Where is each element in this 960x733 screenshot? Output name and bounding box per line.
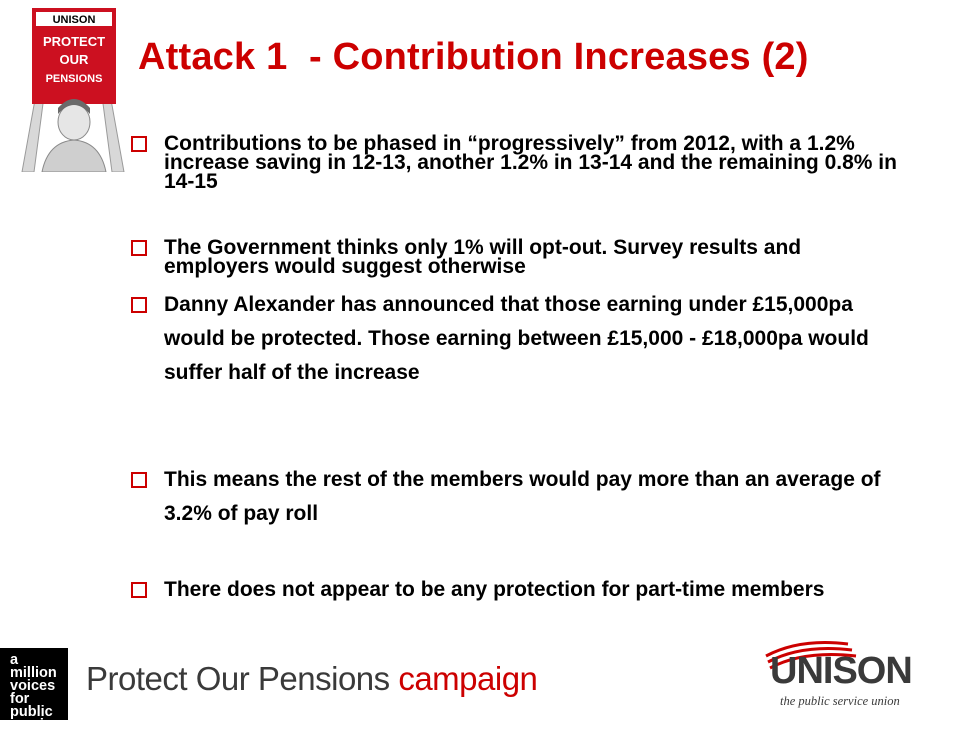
million-voices-badge: [0, 648, 69, 733]
checkbox-bullet-icon: [130, 471, 148, 489]
bullet-text: Danny Alexander has announced that those earning under £15,000pa would be protected. Those earning between £15,000 - £18,000pa would suffer half of the increase: [164, 293, 869, 384]
svg-text:PROTECT: PROTECT: [42, 34, 106, 49]
badge-line: for: [10, 691, 30, 707]
unison-tagline: the public service union: [780, 694, 900, 708]
bullet-item: [130, 288, 870, 390]
bullet-item: [130, 134, 910, 191]
badge-line: a million: [10, 652, 57, 681]
bullet-text: Contributions to be phased in “progressively” from 2012, with a 1.2% increase saving in 12-13, another 1.2% in 13-14 and the remaining 0.8% in 14-15: [164, 132, 897, 193]
campaign-main-text: Protect Our Pensions: [86, 660, 399, 697]
bullet-item: [130, 463, 920, 531]
campaign-accent-text: campaign: [398, 660, 538, 697]
svg-text:PENSIONS: PENSIONS: [45, 73, 103, 85]
bullet-item: [130, 238, 890, 276]
checkbox-bullet-icon: [130, 581, 148, 599]
checkbox-bullet-icon: [130, 239, 148, 257]
svg-text:OUR: OUR: [59, 52, 89, 67]
protest-photo-image: [14, 4, 132, 172]
badge-line: voices: [10, 678, 56, 694]
badge-line: public: [10, 704, 53, 720]
checkbox-bullet-icon: [130, 296, 148, 314]
badge-line: services: [10, 717, 69, 733]
slide-title: Attack 1 - Contribution Increases (2): [138, 36, 809, 78]
bullet-text: This means the rest of the members would pay more than an average of 3.2% of pay roll: [164, 468, 881, 525]
bullet-text: There does not appear to be any protection for part-time members: [164, 578, 825, 601]
campaign-footer-title: [86, 660, 537, 698]
unison-logo-text: UNISON: [770, 650, 912, 692]
svg-text:UNISON: UNISON: [52, 14, 96, 26]
checkbox-bullet-icon: [130, 135, 148, 153]
bullet-item: [130, 573, 920, 607]
bullet-text: The Government thinks only 1% will opt-out. Survey results and employers would suggest otherwise: [164, 236, 802, 278]
